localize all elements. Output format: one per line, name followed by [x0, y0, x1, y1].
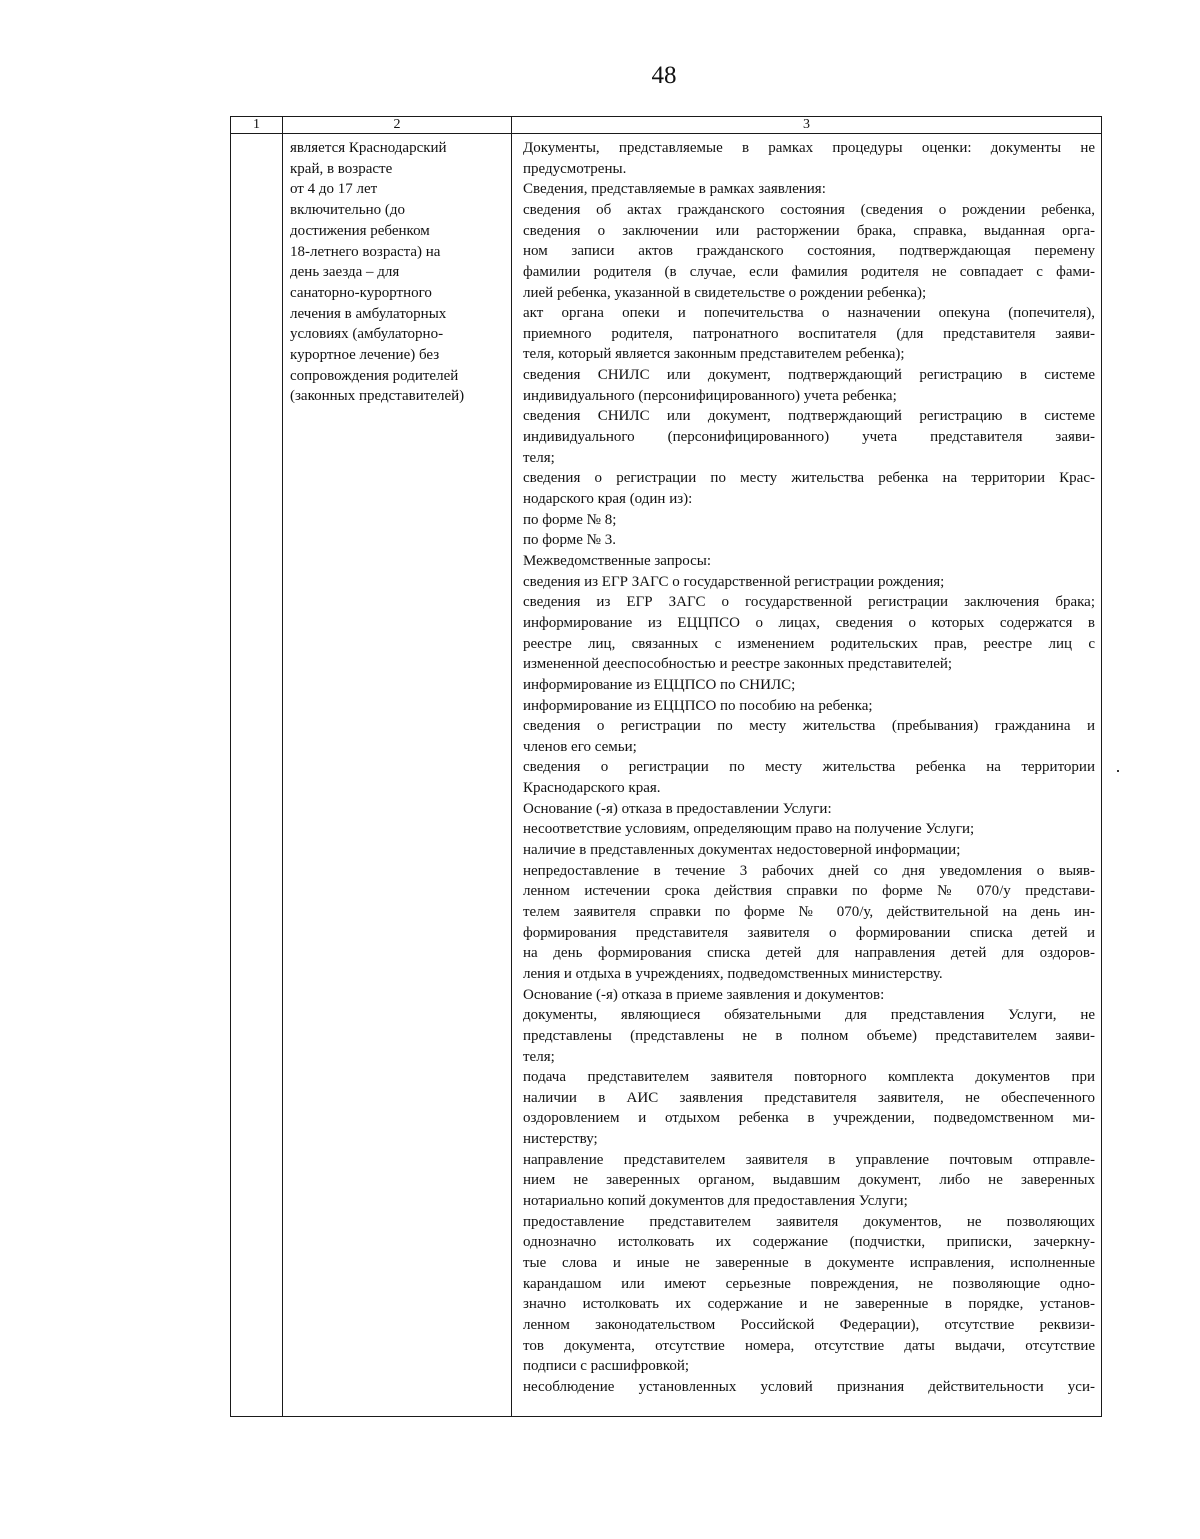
column-2-line: край, в возрасте — [290, 160, 393, 177]
column-3-line: нистерству; — [523, 1131, 598, 1148]
column-2-line: (законных представителей) — [290, 388, 465, 405]
column-3-line: сведения из ЕГР ЗАГС о государственной регистрации рождения; — [523, 573, 945, 590]
column-2-line: является Краснодарский — [290, 140, 447, 156]
column-2-line: курортное лечение) без — [290, 347, 440, 364]
column-3-line: измененной дееспособностью и реестре законных представителей; — [523, 656, 953, 673]
document-table — [230, 116, 1102, 1417]
column-3-line: телем заявителя справки по форме № 070/у, действительной на день ин- — [523, 904, 1095, 920]
column-3-line: Сведения, представляемые в рамках заявления: — [523, 181, 826, 198]
column-3-line: подача представителем заявителя повторного комплекта документов при — [523, 1069, 1095, 1086]
table-header-row — [231, 117, 1102, 134]
column-3-line: фамилии родителя (в случае, если фамилия родителя не совпадает с фами- — [523, 263, 1095, 280]
column-3-line: предоставление представителем заявителя документов, не позволяющих — [523, 1213, 1095, 1230]
column-3-line: индивидуального (персонифицированного) учета представителя заяви- — [523, 429, 1095, 446]
column-3-line: по форме № 8; — [523, 511, 617, 528]
column-3-line: сведения СНИЛС или документ, подтверждающий регистрацию в системе — [523, 408, 1095, 425]
column-3-line: теля; — [523, 449, 555, 466]
column-3-line: несоблюдение установленных условий признания действительности уси- — [523, 1378, 1095, 1395]
column-3-line: непредоставление в течение 3 рабочих дней со дня уведомления о выяв- — [523, 862, 1095, 879]
column-3-line: формирования представителя заявителя о формировании списка детей и — [523, 924, 1095, 941]
column-3-line: однозначно истолковать их содержание (подчистки, приписки, зачеркну- — [523, 1234, 1095, 1251]
column-3-line: сведения о заключении или расторжении брака, справка, выданная орга- — [523, 222, 1095, 239]
column-3-line: Основание (-я) отказа в приеме заявления и документов: — [523, 986, 885, 1003]
column-2-text — [283, 134, 511, 407]
column-3-line: на день формирования списка детей для направления детей для оздоров- — [523, 945, 1095, 962]
column-header-3: 3 — [512, 117, 1102, 134]
column-3-line: ном записи актов гражданского состояния, подтверждающая перемену — [523, 243, 1095, 260]
column-3-line: сведения об актах гражданского состояния (сведения о рождении ребенка, — [523, 201, 1095, 218]
column-3-line: ленном истечении срока действия справки по форме № 070/у представи- — [523, 883, 1095, 900]
column-2-line: включительно (до — [290, 202, 406, 219]
column-3-line: сведения из ЕГР ЗАГС о государственной регистрации заключения брака; — [523, 594, 1095, 611]
column-3-line: документы, являющиеся обязательными для представления Услуги, не — [523, 1007, 1095, 1024]
column-3-line: предусмотрены. — [523, 160, 627, 177]
column-3-line: ленном законодательством Российской Федерации), отсутствие реквизи- — [523, 1316, 1095, 1333]
column-3-line: сведения СНИЛС или документ, подтверждающий регистрацию в системе — [523, 367, 1095, 384]
column-2-line: санаторно-курортного — [290, 284, 432, 301]
column-3-line: наличие в представленных документах недостоверной информации; — [523, 842, 961, 859]
column-3-line: акт органа опеки и попечительства о назначении опекуна (попечителя), — [523, 305, 1095, 322]
column-2-line: условиях (амбулаторно- — [290, 326, 444, 343]
column-header-2: 2 — [283, 117, 512, 134]
column-3-text — [512, 134, 1101, 1397]
column-3-cell — [512, 134, 1102, 1417]
column-3-line: ления и отдыха в учреждениях, подведомственных министерству. — [523, 965, 943, 982]
column-3-line: информирование из ЕЦЦПСО по пособию на ребенка; — [523, 697, 873, 714]
column-3-line: нотариально копий документов для предоставления Услуги; — [523, 1193, 908, 1210]
column-3-line: информирование из ЕЦЦПСО по СНИЛС; — [523, 676, 796, 693]
column-3-line: теля; — [523, 1048, 555, 1065]
column-3-line: Межведомственные запросы: — [523, 552, 712, 569]
scan-dot — [1117, 770, 1119, 772]
column-3-line: индивидуального (персонифицированного) учета ребенка; — [523, 387, 897, 404]
column-3-line: членов его семьи; — [523, 738, 637, 755]
column-3-line: оздоровлением и отдыхом ребенка в учреждении, подведомственном ми- — [523, 1110, 1095, 1127]
column-2-line: достижения ребенком — [290, 222, 430, 239]
column-2-line: 18-летнего возраста) на — [290, 243, 441, 260]
column-3-line: подписи с расшифровкой; — [523, 1358, 690, 1375]
column-3-line: теля, который является законным представителем ребенка); — [523, 346, 905, 363]
column-3-line: Основание (-я) отказа в предоставлении Услуги: — [523, 800, 832, 817]
page-number: 48 — [651, 62, 677, 89]
column-3-line: Краснодарского края. — [523, 780, 661, 797]
column-3-line: приемного родителя, патронатного воспитателя (для представителя заяви- — [523, 325, 1095, 342]
column-3-line: сведения о регистрации по месту жительства (пребывания) гражданина и — [523, 718, 1095, 735]
column-3-line: тов документа, отсутствие номера, отсутствие даты выдачи, отсутствие — [523, 1337, 1095, 1354]
column-3-line: реестре лиц, связанных с изменением родительских прав, реестре лиц с — [523, 635, 1095, 652]
column-3-line: значно истолковать их содержание и не заверенные в порядке, установ- — [523, 1296, 1095, 1313]
column-2-line: день заезда – для — [290, 264, 400, 281]
table-row — [231, 134, 1102, 1417]
column-3-line: карандашом или имеют серьезные повреждения, не позволяющие одно- — [523, 1275, 1095, 1292]
column-3-line: несоответствие условиям, определяющим право на получение Услуги; — [523, 821, 975, 838]
column-3-line: нодарского края (один из): — [523, 490, 693, 507]
column-3-line: представлены (представлены не в полном объеме) представителем заяви- — [523, 1027, 1095, 1044]
column-3-line: информирование из ЕЦЦПСО о лицах, сведения о которых содержатся в — [523, 614, 1095, 631]
column-3-line: нием не заверенных органом, выдавшим документ, либо не заверенных — [523, 1172, 1095, 1189]
column-3-line: по форме № 3. — [523, 532, 616, 549]
column-3-line: сведения о регистрации по месту жительства ребенка на территории — [523, 759, 1095, 776]
column-3-line: лией ребенка, указанной в свидетельстве о рождении ребенка); — [523, 284, 927, 301]
column-3-line: Документы, представляемые в рамках процедуры оценки: документы не — [523, 140, 1095, 156]
column-3-line: наличии в АИС заявления представителя заявителя, не обеспеченного — [523, 1089, 1095, 1106]
column-header-1: 1 — [231, 117, 283, 134]
column-2-cell — [283, 134, 512, 1417]
column-2-line: от 4 до 17 лет — [290, 181, 378, 198]
column-3-line: направление представителем заявителя в управление почтовым отправле- — [523, 1151, 1095, 1168]
column-3-line: сведения о регистрации по месту жительства ребенка на территории Крас- — [523, 470, 1095, 487]
column-2-line: лечения в амбулаторных — [290, 305, 447, 322]
column-2-line: сопровождения родителей — [290, 367, 459, 384]
column-1-cell — [231, 134, 283, 1417]
column-3-line: тые слова и иные не заверенные в документе исправления, исполненные — [523, 1254, 1095, 1271]
